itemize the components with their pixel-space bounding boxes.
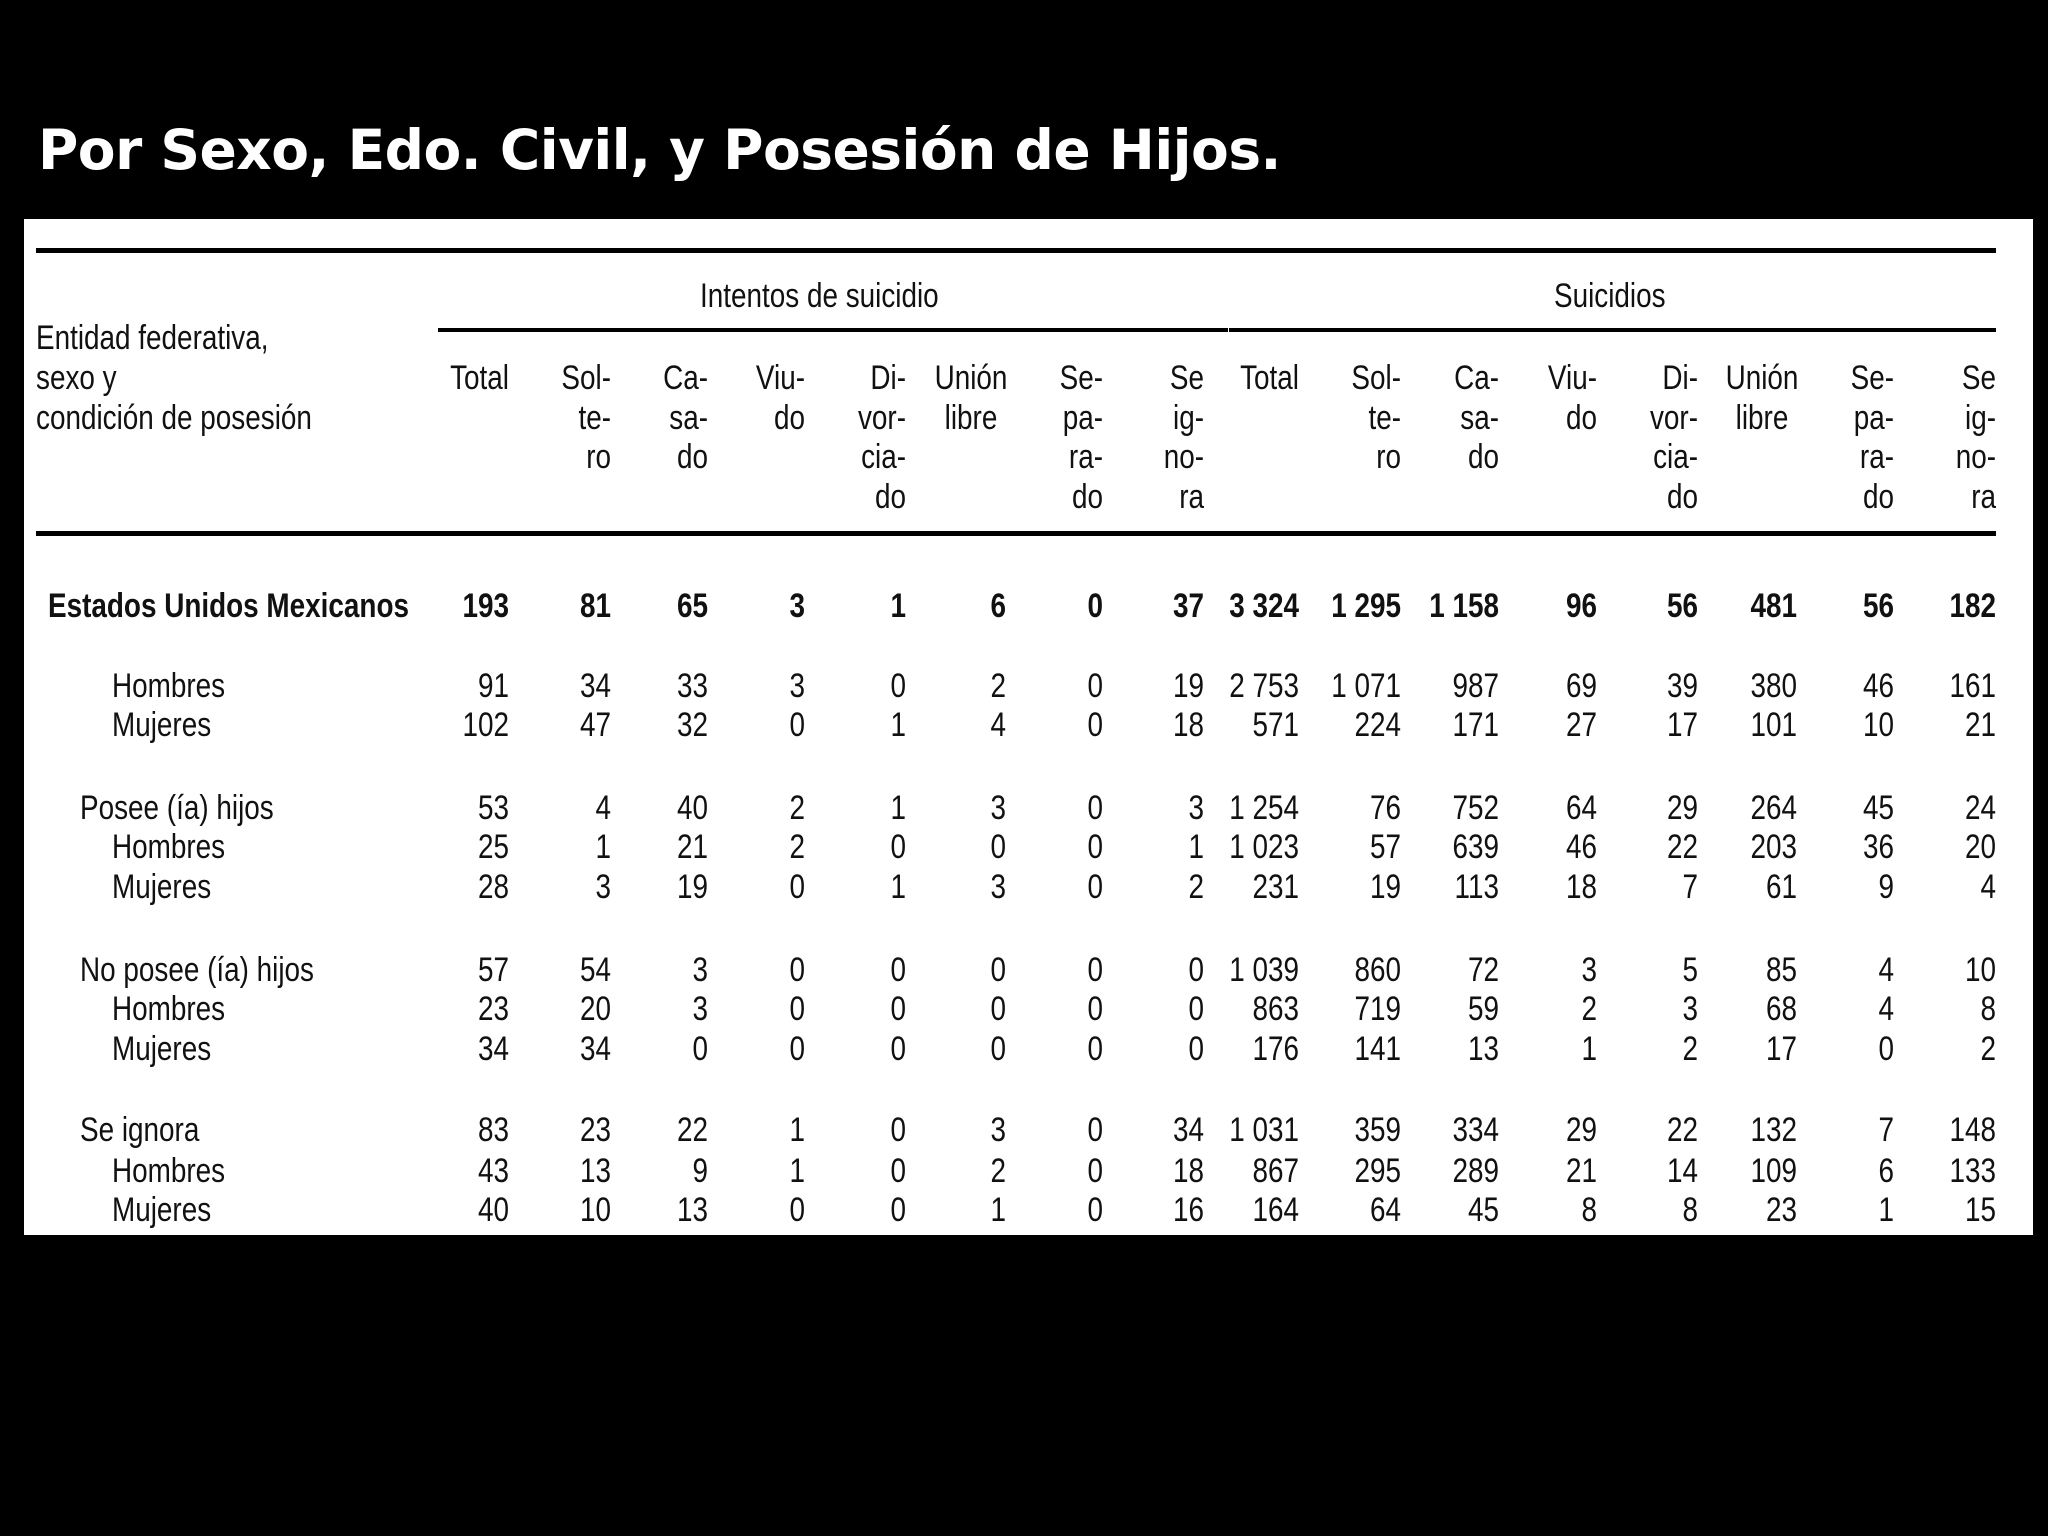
table-cell: 59 — [1467, 990, 1499, 1028]
table-cell: 0 — [1087, 789, 1103, 827]
table-cell: 1 039 — [1229, 951, 1299, 989]
table-cell: 171 — [1452, 706, 1499, 744]
table-cell: 0 — [1188, 1030, 1204, 1068]
table-cell: 85 — [1765, 951, 1797, 989]
table-cell: 1 — [1188, 828, 1204, 866]
table-cell: 182 — [1949, 587, 1996, 625]
table-cell: 1 — [890, 868, 906, 906]
table-cell: 2 — [789, 789, 805, 827]
table-cell: 3 — [990, 789, 1006, 827]
table-cell: 56 — [1862, 587, 1894, 625]
table-cell: 76 — [1369, 789, 1401, 827]
table-cell: 57 — [1369, 828, 1401, 866]
table-cell: 4 — [595, 789, 611, 827]
table-cell: 1 — [890, 789, 906, 827]
table-cell: 39 — [1666, 667, 1698, 705]
table-cell: 0 — [1087, 587, 1103, 625]
column-header-intentos-6: Unión libre — [934, 359, 1008, 437]
table-cell: 0 — [1878, 1030, 1894, 1068]
table-cell: 1 158 — [1429, 587, 1499, 625]
table-cell: 0 — [890, 1152, 906, 1190]
table-cell: 21 — [1565, 1152, 1597, 1190]
row-label: Hombres — [112, 1152, 226, 1190]
table-cell: 1 — [890, 706, 906, 744]
table-cell: 334 — [1452, 1111, 1499, 1149]
column-header-suicidios-7: Se- pa- ra- do — [1850, 359, 1894, 516]
row-label: Se ignora — [80, 1111, 200, 1149]
table-cell: 3 — [1682, 990, 1698, 1028]
table-cell: 23 — [477, 990, 509, 1028]
table-cell: 0 — [692, 1030, 708, 1068]
table-cell: 21 — [676, 828, 708, 866]
table-cell: 0 — [890, 667, 906, 705]
column-header-suicidios-4: Viu- do — [1547, 359, 1597, 437]
table-cell: 27 — [1565, 706, 1597, 744]
table-cell: 17 — [1666, 706, 1698, 744]
table-cell: 0 — [1087, 868, 1103, 906]
table-cell: 2 753 — [1229, 667, 1299, 705]
table-cell: 164 — [1252, 1191, 1299, 1229]
table-cell: 45 — [1862, 789, 1894, 827]
table-cell: 1 — [595, 828, 611, 866]
table-cell: 19 — [1369, 868, 1401, 906]
table-cell: 9 — [692, 1152, 708, 1190]
table-cell: 719 — [1354, 990, 1401, 1028]
table-cell: 28 — [477, 868, 509, 906]
table-cell: 0 — [890, 951, 906, 989]
table-cell: 1 — [990, 1191, 1006, 1229]
table-cell: 860 — [1354, 951, 1401, 989]
table-cell: 96 — [1565, 587, 1597, 625]
table-cell: 176 — [1252, 1030, 1299, 1068]
table-cell: 13 — [579, 1152, 611, 1190]
table-cell: 132 — [1750, 1111, 1797, 1149]
stub-header-line-2: sexo y — [36, 359, 117, 397]
table-cell: 0 — [990, 828, 1006, 866]
table-cell: 13 — [676, 1191, 708, 1229]
table-cell: 0 — [1087, 951, 1103, 989]
table-cell: 68 — [1765, 990, 1797, 1028]
table-cell: 867 — [1252, 1152, 1299, 1190]
table-cell: 0 — [1087, 1111, 1103, 1149]
table-cell: 141 — [1354, 1030, 1401, 1068]
table-cell: 4 — [990, 706, 1006, 744]
table-cell: 203 — [1750, 828, 1797, 866]
table-cell: 109 — [1750, 1152, 1797, 1190]
table-cell: 34 — [477, 1030, 509, 1068]
table-cell: 2 — [1980, 1030, 1996, 1068]
column-header-suicidios-3: Ca- sa- do — [1454, 359, 1499, 476]
table-cell: 1 — [789, 1111, 805, 1149]
table-cell: 43 — [477, 1152, 509, 1190]
column-header-intentos-4: Viu- do — [755, 359, 805, 437]
table-cell: 33 — [676, 667, 708, 705]
table-cell: 81 — [579, 587, 611, 625]
table-cell: 19 — [1172, 667, 1204, 705]
table-cell: 7 — [1878, 1111, 1894, 1149]
table-cell: 0 — [890, 1030, 906, 1068]
table-cell: 3 — [990, 1111, 1006, 1149]
table-cell: 83 — [477, 1111, 509, 1149]
table-cell: 19 — [676, 868, 708, 906]
table-cell: 359 — [1354, 1111, 1401, 1149]
table-cell: 0 — [1087, 1152, 1103, 1190]
table-cell: 3 — [692, 990, 708, 1028]
table-cell: 2 — [1581, 990, 1597, 1028]
table-cell: 56 — [1666, 587, 1698, 625]
table-cell: 571 — [1252, 706, 1299, 744]
table-cell: 6 — [990, 587, 1006, 625]
table-cell: 54 — [579, 951, 611, 989]
table-cell: 8 — [1581, 1191, 1597, 1229]
table-cell: 18 — [1172, 706, 1204, 744]
table-cell: 3 — [692, 951, 708, 989]
table-cell: 0 — [890, 828, 906, 866]
table-cell: 72 — [1467, 951, 1499, 989]
table-cell: 9 — [1878, 868, 1894, 906]
table-cell: 2 — [1188, 868, 1204, 906]
table-cell: 8 — [1980, 990, 1996, 1028]
table-cell: 34 — [579, 667, 611, 705]
table-cell: 37 — [1172, 587, 1204, 625]
column-header-suicidios-6: Unión libre — [1725, 359, 1799, 437]
table-cell: 1 031 — [1229, 1111, 1299, 1149]
table-cell: 29 — [1666, 789, 1698, 827]
table-cell: 65 — [676, 587, 708, 625]
table-cell: 0 — [1188, 951, 1204, 989]
table-cell: 3 — [789, 587, 805, 625]
table-cell: 1 023 — [1229, 828, 1299, 866]
table-cell: 1 295 — [1331, 587, 1401, 625]
table-cell: 45 — [1467, 1191, 1499, 1229]
table-cell: 0 — [789, 951, 805, 989]
table-cell: 3 — [990, 868, 1006, 906]
column-header-suicidios-1: Total — [1240, 359, 1299, 397]
column-header-intentos-7: Se- pa- ra- do — [1059, 359, 1103, 516]
table-cell: 6 — [1878, 1152, 1894, 1190]
table-cell: 0 — [990, 1030, 1006, 1068]
table-cell: 22 — [1666, 828, 1698, 866]
table-cell: 17 — [1765, 1030, 1797, 1068]
table-cell: 863 — [1252, 990, 1299, 1028]
table-cell: 3 — [1581, 951, 1597, 989]
table-cell: 148 — [1949, 1111, 1996, 1149]
table-cell: 1 254 — [1229, 789, 1299, 827]
table-cell: 224 — [1354, 706, 1401, 744]
table-cell: 1 — [789, 1152, 805, 1190]
table-cell: 7 — [1682, 868, 1698, 906]
column-header-intentos-3: Ca- sa- do — [663, 359, 708, 476]
table-cell: 23 — [579, 1111, 611, 1149]
table-cell: 0 — [1087, 1191, 1103, 1229]
table-cell: 91 — [477, 667, 509, 705]
table-cell: 15 — [1964, 1191, 1996, 1229]
table-cell: 40 — [477, 1191, 509, 1229]
group-rule-suicidios — [1229, 328, 1996, 332]
table-cell: 61 — [1765, 868, 1797, 906]
table-cell: 16 — [1172, 1191, 1204, 1229]
column-header-intentos-1: Total — [450, 359, 509, 397]
table-cell: 20 — [579, 990, 611, 1028]
table-cell: 34 — [579, 1030, 611, 1068]
table-cell: 32 — [676, 706, 708, 744]
table-cell: 289 — [1452, 1152, 1499, 1190]
row-label: Mujeres — [112, 1191, 212, 1229]
table-cell: 1 — [1878, 1191, 1894, 1229]
table-cell: 4 — [1878, 990, 1894, 1028]
table-cell: 2 — [1682, 1030, 1698, 1068]
row-label: Mujeres — [112, 868, 212, 906]
table-cell: 64 — [1565, 789, 1597, 827]
table-cell: 29 — [1565, 1111, 1597, 1149]
table-cell: 0 — [789, 1191, 805, 1229]
table-cell: 231 — [1252, 868, 1299, 906]
table-cell: 0 — [789, 1030, 805, 1068]
table-cell: 0 — [1087, 706, 1103, 744]
table-cell: 752 — [1452, 789, 1499, 827]
table-cell: 0 — [1087, 990, 1103, 1028]
row-label: Hombres — [112, 990, 226, 1028]
table-cell: 0 — [890, 1191, 906, 1229]
column-header-intentos-8: Se ig- no- ra — [1163, 359, 1204, 516]
table-cell: 1 — [1581, 1030, 1597, 1068]
table-cell: 0 — [1188, 990, 1204, 1028]
table-cell: 0 — [789, 990, 805, 1028]
table-cell: 133 — [1949, 1152, 1996, 1190]
table-cell: 113 — [1454, 868, 1499, 906]
table-cell: 20 — [1964, 828, 1996, 866]
table-cell: 0 — [890, 1111, 906, 1149]
table-cell: 5 — [1682, 951, 1698, 989]
column-header-intentos-2: Sol- te- ro — [561, 359, 611, 476]
table-cell: 21 — [1964, 706, 1996, 744]
table-cell: 46 — [1565, 828, 1597, 866]
table-cell: 2 — [990, 1152, 1006, 1190]
table-cell: 0 — [1087, 667, 1103, 705]
row-label: No posee (ía) hijos — [80, 951, 315, 989]
table-cell: 64 — [1369, 1191, 1401, 1229]
stub-header-line-3: condición de posesión — [36, 399, 312, 437]
column-header-intentos-5: Di- vor- cia- do — [857, 359, 906, 516]
table-cell: 18 — [1565, 868, 1597, 906]
row-label: Estados Unidos Mexicanos — [48, 587, 409, 625]
table-cell: 23 — [1765, 1191, 1797, 1229]
table-cell: 36 — [1862, 828, 1894, 866]
table-cell: 481 — [1750, 587, 1797, 625]
table-cell: 0 — [789, 706, 805, 744]
table-cell: 0 — [789, 868, 805, 906]
table-cell: 0 — [1087, 828, 1103, 866]
table-cell: 53 — [477, 789, 509, 827]
table-cell: 2 — [990, 667, 1006, 705]
table-cell: 10 — [579, 1191, 611, 1229]
table-cell: 1 — [890, 587, 906, 625]
row-label: Mujeres — [112, 1030, 212, 1068]
column-header-suicidios-5: Di- vor- cia- do — [1649, 359, 1698, 516]
row-label: Hombres — [112, 828, 226, 866]
table-cell: 101 — [1750, 706, 1797, 744]
table-cell: 22 — [1666, 1111, 1698, 1149]
table-cell: 0 — [990, 951, 1006, 989]
stub-header-line-1: Entidad federativa, — [36, 319, 269, 357]
table-cell: 380 — [1750, 667, 1797, 705]
table-cell: 8 — [1682, 1191, 1698, 1229]
table-cell: 3 — [1188, 789, 1204, 827]
table-cell: 13 — [1467, 1030, 1499, 1068]
statistics-table — [24, 219, 2033, 1235]
table-cell: 34 — [1172, 1111, 1204, 1149]
table-cell: 4 — [1980, 868, 1996, 906]
table-cell: 10 — [1964, 951, 1996, 989]
table-cell: 18 — [1172, 1152, 1204, 1190]
table-cell: 2 — [789, 828, 805, 866]
table-cell: 25 — [477, 828, 509, 866]
column-header-suicidios-8: Se ig- no- ra — [1955, 359, 1996, 516]
table-cell: 193 — [462, 587, 509, 625]
table-cell: 295 — [1354, 1152, 1401, 1190]
row-label: Hombres — [112, 667, 226, 705]
table-cell: 3 324 — [1229, 587, 1299, 625]
slide-title: Por Sexo, Edo. Civil, y Posesión de Hijos. — [38, 118, 1281, 182]
table-cell: 264 — [1750, 789, 1797, 827]
table-cell: 987 — [1452, 667, 1499, 705]
table-cell: 47 — [579, 706, 611, 744]
table-cell: 0 — [1087, 1030, 1103, 1068]
table-cell: 24 — [1964, 789, 1996, 827]
column-header-suicidios-2: Sol- te- ro — [1351, 359, 1401, 476]
table-cell: 3 — [595, 868, 611, 906]
table-cell: 14 — [1666, 1152, 1698, 1190]
row-label: Mujeres — [112, 706, 212, 744]
group-header-intentos: Intentos de suicidio — [700, 277, 939, 315]
group-rule-intentos — [438, 328, 1228, 332]
header-bottom-rule — [36, 531, 1996, 536]
table-cell: 46 — [1862, 667, 1894, 705]
table-cell: 69 — [1565, 667, 1597, 705]
table-cell: 3 — [789, 667, 805, 705]
table-cell: 639 — [1452, 828, 1499, 866]
table-cell: 57 — [477, 951, 509, 989]
table-cell: 22 — [676, 1111, 708, 1149]
table-cell: 40 — [676, 789, 708, 827]
table-cell: 4 — [1878, 951, 1894, 989]
table-cell: 102 — [462, 706, 509, 744]
row-label: Posee (ía) hijos — [80, 789, 274, 827]
table-cell: 1 071 — [1331, 667, 1401, 705]
table-cell: 0 — [890, 990, 906, 1028]
group-header-suicidios: Suicidios — [1554, 277, 1666, 315]
table-cell: 161 — [1949, 667, 1996, 705]
table-top-rule — [36, 248, 1996, 253]
table-cell: 10 — [1862, 706, 1894, 744]
table-cell: 0 — [990, 990, 1006, 1028]
